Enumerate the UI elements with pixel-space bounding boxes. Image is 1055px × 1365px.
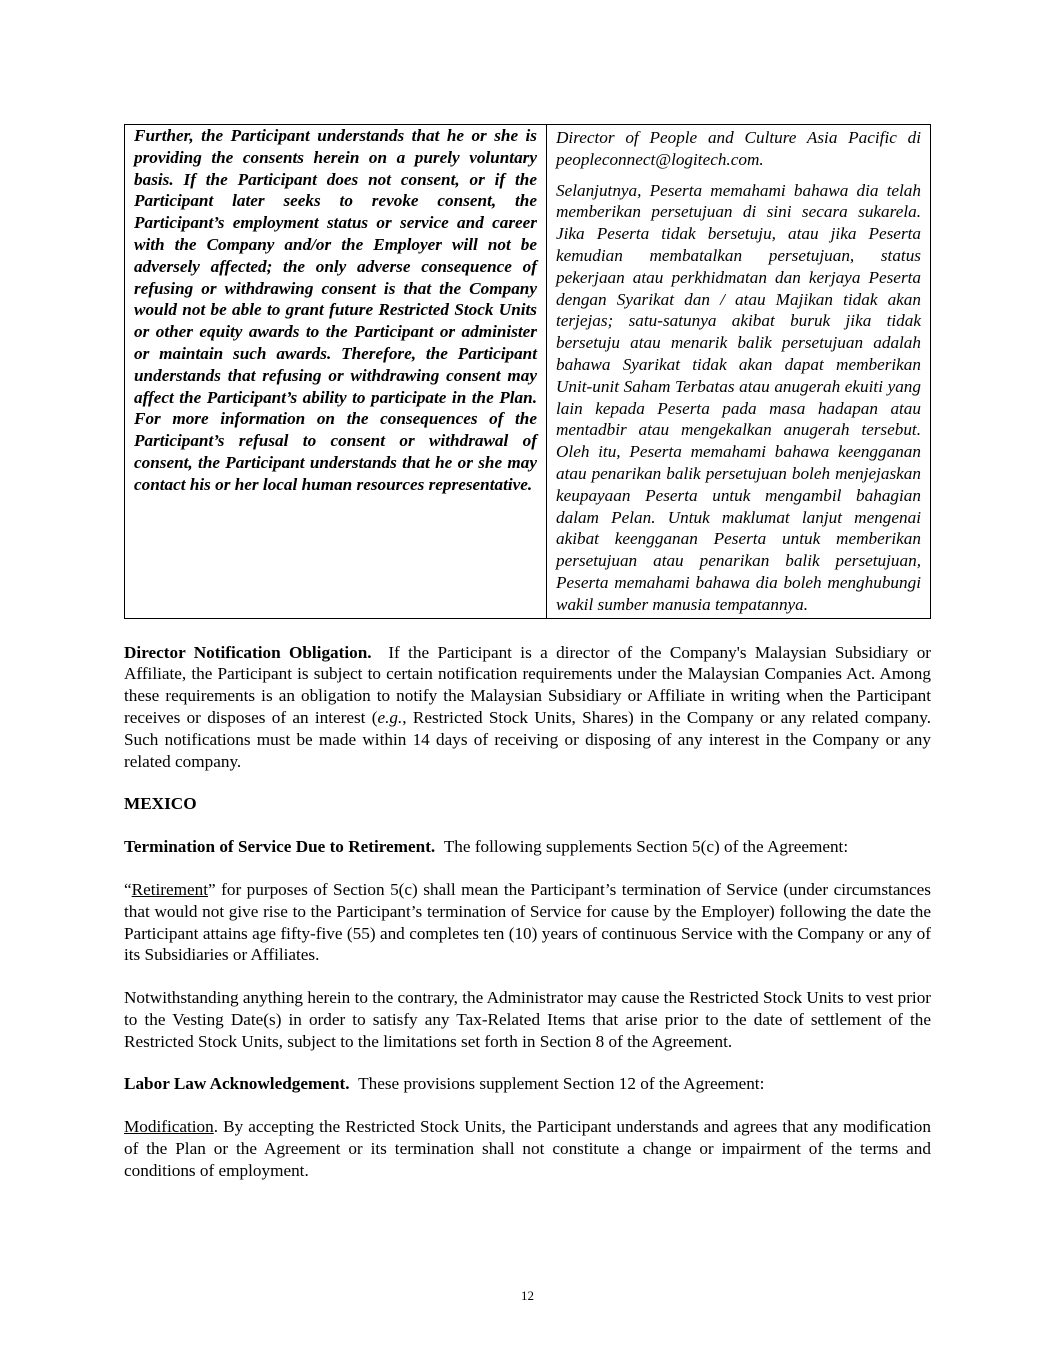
malay-contact-text: Director of People and Culture Asia Pacific di peopleconnect@logitech.com.	[556, 128, 921, 169]
labor-law-intro: These provisions supplement Section 12 of the Agreement:	[358, 1074, 765, 1094]
retirement-definition-paragraph	[124, 879, 931, 966]
director-text-part-1: If the Participant is a director of the Company's Malaysian Subsidiary or Affiliate, the Participant is subject to certain notification requirements under the Malaysian Companies Act. Among these requirements is an obligation to notify the Malaysian Subsidiary or Affiliate in writing when the Participant receives or disposes of an interest (	[124, 642, 932, 727]
modification-paragraph	[124, 1116, 931, 1181]
english-consent-text: Further, the Participant understands that he or she is providing the consents herein on a purely voluntary basis. If the Participant does not consent, or if the Participant later seeks to revoke consent, the Participant’s employment status or service and career with the Company and/or the Employer will not be adversely affected; the only adverse consequence of refusing or withdrawing consent is that the Company would not be able to grant future Restricted Stock Units or other equity awards to the Participant or administer or maintain such awards. Therefore, the Participant understands that refusing or withdrawing consent may affect the Participant’s ability to participate in the Plan. For more information on the consequences of the Participant’s refusal to consent or withdrawal of consent, the Participant understands that he or she may contact his or her local human resources representative.	[134, 126, 537, 494]
labor-law-heading: Labor Law Acknowledgement.	[124, 1074, 350, 1094]
director-eg: e.g.	[377, 707, 403, 727]
modification-term: Modification	[124, 1117, 214, 1137]
page-number: 12	[521, 1288, 534, 1303]
retirement-paragraph	[124, 836, 931, 858]
malay-consent-text: Selanjutnya, Peserta memahami bahawa dia telah memberikan persetujuan di sini secara sukarela. Jika Peserta tidak bersetuju, atau jika Peserta kemudian membatalkan persetujuan, status pekerjaan atau perkhidmatan dan kerjaya Peserta dengan Syarikat dan / atau Majikan tidak akan terjejas; satu-satunya akibat buruk jika tidak bersetuju atau menarik balik persetujuan adalah bahawa Syarikat tidak akan dapat memberikan Unit-unit Saham Terbatas atau anugerah ekuiti yang lain kepada Peserta pada masa hadapan atau mentadbir atau mengekalkan anugerah tersebut. Oleh itu, Peserta memahami bahawa keengganan atau penarikan balik persetujuan boleh menjejaskan keupayaan Peserta untuk mengambil bahagian dalam Pelan. Untuk maklumat lanjut mengenai akibat keengganan Peserta untuk memberikan persetujuan atau penarikan balik persetujuan, Peserta memahami bahawa dia boleh menghubungi wakil sumber manusia tempatannya.	[556, 180, 921, 614]
bilingual-consent-table	[124, 124, 931, 619]
retirement-definition: ” for purposes of Section 5(c) shall mean the Participant’s termination of Service (under circumstances that would not give rise to the Participant’s termination of Service for cause by the Employer) following the date the Participant attains age fifty-five (55) and completes ten (10) years of continuous Service with the Company or any of its Subsidiaries or Affiliates.	[124, 879, 931, 965]
retirement-open-quote: “	[124, 879, 132, 899]
country-heading-mexico: MEXICO	[124, 794, 197, 814]
malay-cell	[547, 125, 931, 619]
director-notification-paragraph	[124, 642, 931, 773]
modification-text: . By accepting the Restricted Stock Units, the Participant understands and agrees that any modification of the Plan or the Agreement or its termination shall not constitute a change or impairment of the terms and conditions of employment.	[124, 1117, 931, 1180]
document-page	[124, 124, 931, 1182]
director-text-part-2: , Restricted Stock Units, Shares) in the Company or any related company. Such notifications must be made within 14 days of receiving or disposing of any interest in the Company or any related company.	[124, 707, 931, 771]
english-cell	[125, 125, 547, 619]
director-notification-heading: Director Notification Obligation.	[124, 642, 372, 662]
notwithstanding-paragraph: Notwithstanding anything herein to the contrary, the Administrator may cause the Restricted Stock Units to vest prior to the Vesting Date(s) in order to satisfy any Tax-Related Items that arise prior to the date of settlement of the Restricted Stock Units, subject to the limitations set forth in Section 8 of the Agreement.	[124, 988, 932, 1051]
retirement-term: Retirement	[131, 879, 209, 899]
retirement-heading: Termination of Service Due to Retirement.	[124, 837, 436, 857]
labor-law-paragraph	[124, 1073, 931, 1095]
retirement-intro: The following supplements Section 5(c) of the Agreement:	[443, 837, 849, 857]
